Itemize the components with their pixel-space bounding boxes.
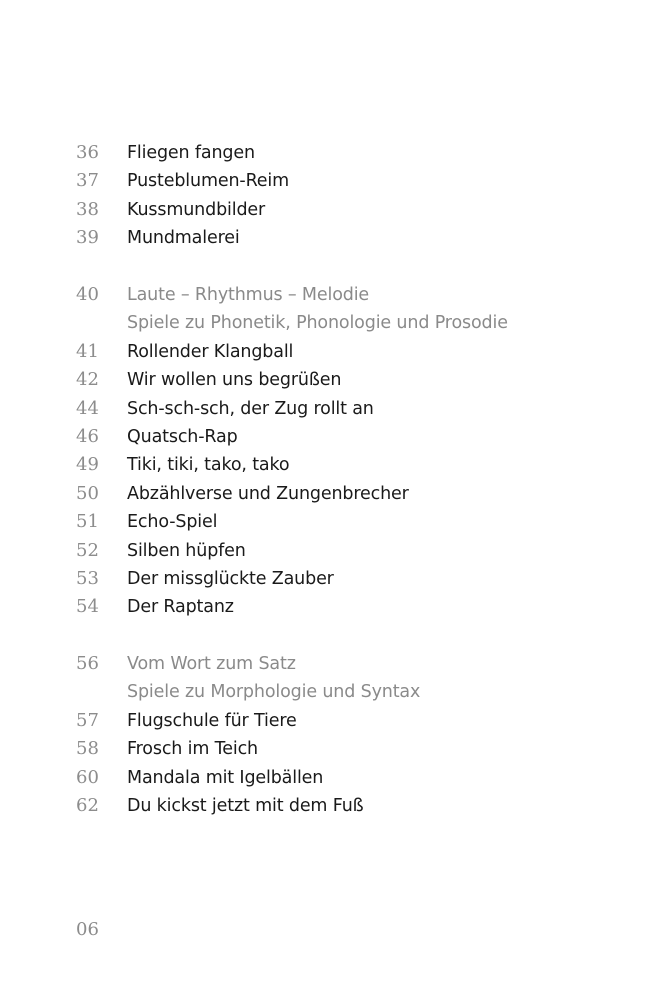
- entry-page-number: 42: [76, 369, 99, 391]
- section-subtitle: Spiele zu Morphologie und Syntax: [127, 682, 421, 703]
- toc-entry[interactable]: [76, 508, 636, 536]
- section-subtitle-row: [76, 678, 636, 706]
- entry-page-number: 57: [76, 709, 99, 731]
- toc-entry[interactable]: [76, 593, 636, 621]
- entry-title: Der Raptanz: [127, 597, 234, 618]
- section-subtitle: Spiele zu Phonetik, Phonologie und Prosodie: [127, 313, 508, 334]
- entry-title: Mandala mit Igelbällen: [127, 767, 324, 788]
- entry-page-number: 44: [76, 397, 99, 419]
- toc-entry[interactable]: [76, 139, 636, 167]
- toc-entry[interactable]: [76, 735, 636, 763]
- entry-title: Quatsch-Rap: [127, 426, 238, 447]
- entry-title: Echo-Spiel: [127, 512, 218, 533]
- section-title: Vom Wort zum Satz: [127, 654, 296, 674]
- entry-page-number: 54: [76, 596, 99, 618]
- page-folio: 06: [76, 919, 99, 940]
- section-page-number: 56: [76, 653, 99, 674]
- entry-title: Silben hüpfen: [127, 540, 246, 561]
- entry-title: Der missglückte Zauber: [127, 568, 334, 589]
- toc-entry[interactable]: [76, 196, 636, 224]
- toc-entry[interactable]: [76, 792, 636, 820]
- entry-title: Fliegen fangen: [127, 143, 255, 163]
- toc-entry[interactable]: [76, 338, 636, 366]
- entry-page-number: 37: [76, 170, 99, 192]
- entry-title: Sch-sch-sch, der Zug rollt an: [127, 398, 374, 419]
- toc-entry[interactable]: [76, 423, 636, 451]
- entry-page-number: 38: [76, 198, 99, 220]
- entry-page-number: 46: [76, 425, 99, 447]
- section-title: Laute – Rhythmus – Melodie: [127, 285, 370, 305]
- toc-group-intro: [76, 139, 636, 253]
- entry-page-number: 36: [76, 142, 99, 163]
- toc-group-syntax: [76, 650, 636, 820]
- entry-page-number: 62: [76, 794, 99, 816]
- section-page-number: 40: [76, 284, 99, 305]
- section-heading-row[interactable]: [76, 281, 636, 309]
- toc-entry[interactable]: [76, 565, 636, 593]
- entry-page-number: 52: [76, 539, 99, 561]
- entry-page-number: 41: [76, 340, 99, 362]
- entry-page-number: 58: [76, 738, 99, 760]
- entry-title: Mundmalerei: [127, 228, 240, 249]
- entry-title: Wir wollen uns begrüßen: [127, 370, 342, 391]
- toc-entry[interactable]: [76, 366, 636, 394]
- toc-entry[interactable]: [76, 395, 636, 423]
- toc-entry[interactable]: [76, 451, 636, 479]
- entry-page-number: 53: [76, 567, 99, 589]
- section-heading-row[interactable]: [76, 650, 636, 678]
- toc-group-phonetics: [76, 281, 636, 622]
- entry-title: Rollender Klangball: [127, 341, 294, 362]
- section-subtitle-row: [76, 309, 636, 337]
- entry-title: Abzählverse und Zungenbrecher: [127, 483, 409, 504]
- toc-entry[interactable]: [76, 224, 636, 252]
- entry-page-number: 51: [76, 511, 99, 533]
- toc-entry[interactable]: [76, 167, 636, 195]
- toc-entry[interactable]: [76, 764, 636, 792]
- entry-page-number: 60: [76, 766, 99, 788]
- entry-title: Frosch im Teich: [127, 739, 258, 760]
- entry-page-number: 49: [76, 454, 99, 476]
- entry-page-number: 39: [76, 227, 99, 249]
- entry-title: Pusteblumen-Reim: [127, 171, 290, 192]
- toc-entry[interactable]: [76, 537, 636, 565]
- entry-title: Flugschule für Tiere: [127, 710, 297, 731]
- toc-entry[interactable]: [76, 707, 636, 735]
- entry-title: Kussmundbilder: [127, 199, 266, 220]
- entry-title: Tiki, tiki, tako, tako: [127, 455, 290, 476]
- toc-entry[interactable]: [76, 480, 636, 508]
- entry-title: Du kickst jetzt mit dem Fuß: [127, 795, 364, 816]
- entry-page-number: 50: [76, 482, 99, 504]
